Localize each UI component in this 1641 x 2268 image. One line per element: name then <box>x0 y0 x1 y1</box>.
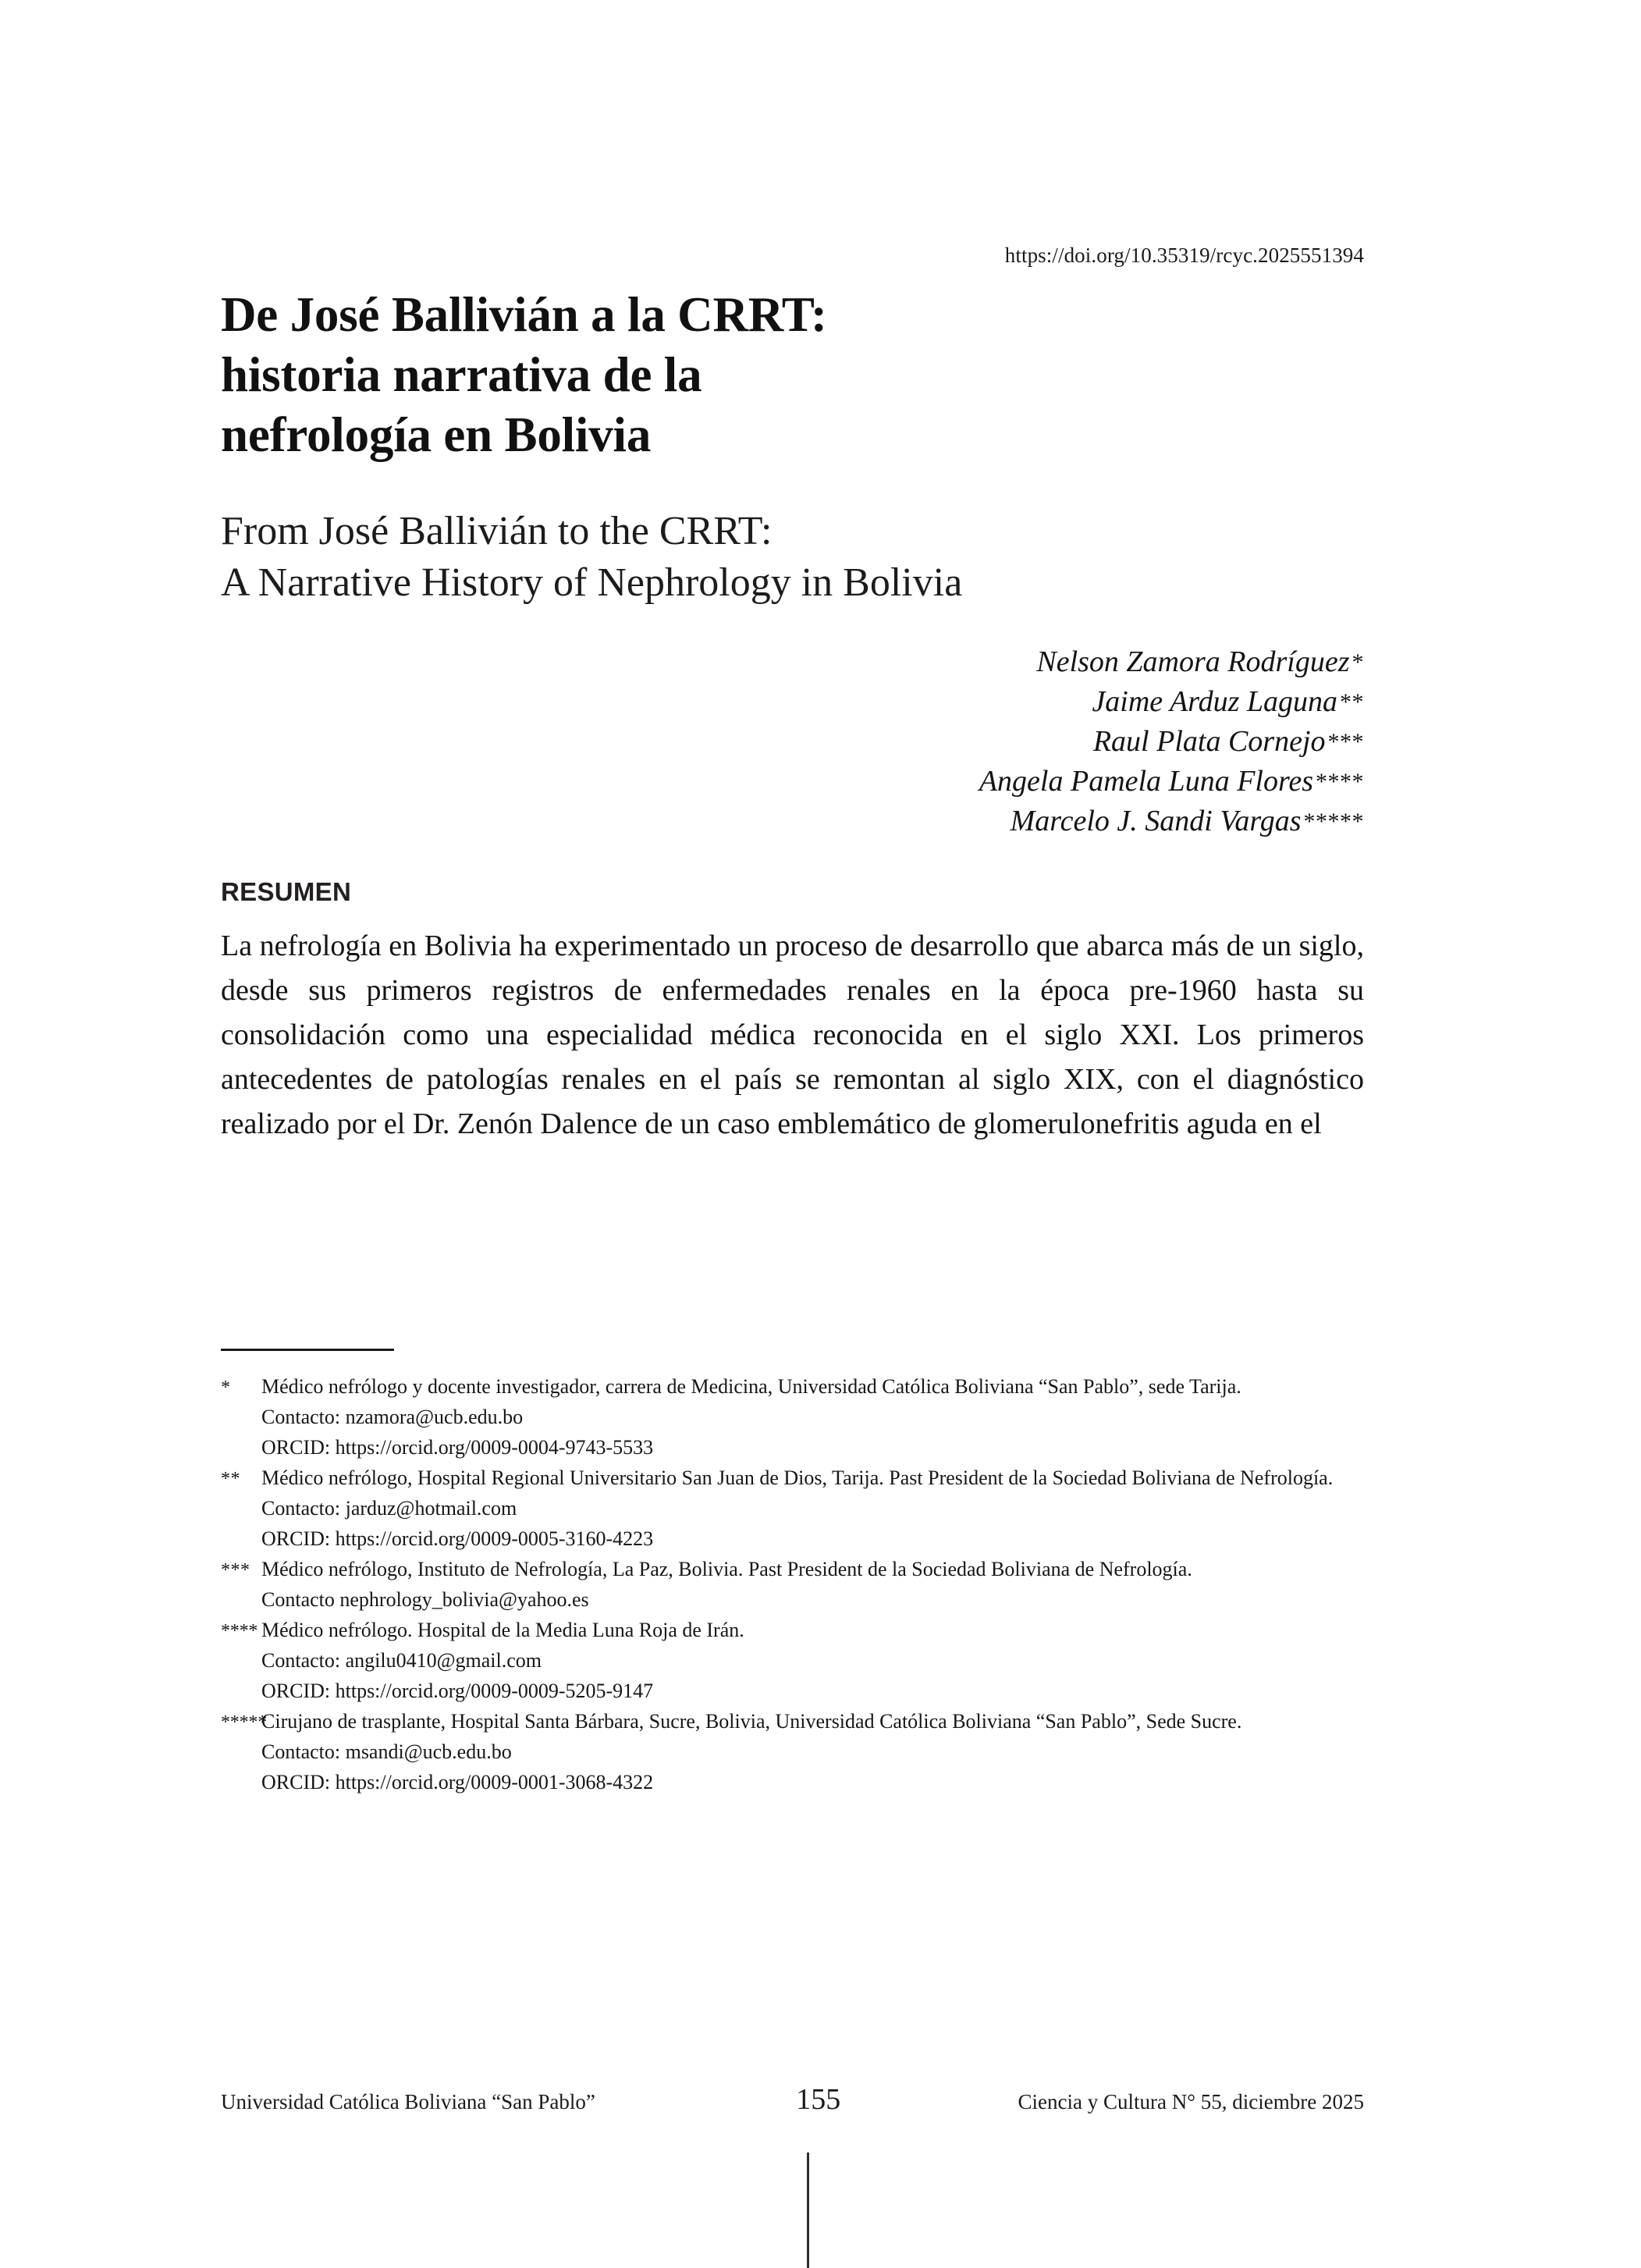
page-number: 155 <box>796 2083 841 2116</box>
footer-journal-issue: Ciencia y Cultura N° 55, diciembre 2025 <box>1018 2090 1364 2113</box>
author-affiliation-marker: * <box>1352 649 1364 676</box>
footnote-body <box>261 1706 1364 1797</box>
footer-publisher: Universidad Católica Boliviana “San Pablo” <box>221 2090 595 2113</box>
subtitle-line: A Narrative History of Nephrology in Bolivia <box>221 560 963 605</box>
subtitle-line: From José Ballivián to the CRRT: <box>221 509 773 553</box>
footnote-contact: Contacto: nzamora@ucb.edu.bo <box>261 1406 524 1428</box>
footnote-marker: ** <box>221 1469 240 1489</box>
abstract-heading: RESUMEN <box>221 877 352 907</box>
doi-link[interactable]: https://doi.org/10.35319/rcyc.2025551394 <box>1004 244 1364 267</box>
author-name: Raul Plata Cornejo <box>1092 725 1326 759</box>
footnote-affiliation: Médico nefrólogo y docente investigador, carrera de Medicina, Universidad Católica Boliviana “San Pablo”, sede Tarija. <box>261 1375 1241 1398</box>
footnote-orcid[interactable]: ORCID: https://orcid.org/0009-0005-3160-4223 <box>261 1527 654 1550</box>
author-name: Marcelo J. Sandi Vargas <box>1010 805 1302 838</box>
footnote-item <box>221 1371 1364 1463</box>
footnote-contact: Contacto: jarduz@hotmail.com <box>261 1497 517 1520</box>
footnote-affiliation: Médico nefrólogo, Instituto de Nefrología, La Paz, Bolivia. Past President de la Sociedad Boliviana de Nefrología. <box>261 1558 1192 1580</box>
footnote-body <box>261 1463 1364 1554</box>
footnote-marker: *** <box>221 1560 250 1580</box>
abstract-text: La nefrología en Bolivia ha experimentado un proceso de desarrollo que abarca más de un siglo, desde sus primeros registros de enfermedades renales en la época pre-1960 hasta su consolidación como una especialidad médica reconocida en el siglo XXI. Los primeros antecedentes de patologías renales en el país se remontan al siglo XIX, con el diagnóstico realizado por el Dr. Zenón Dalence de un caso emblemático de glomerulonefritis aguda en el <box>221 930 1364 1141</box>
footnote-item <box>221 1706 1364 1797</box>
footnote-contact: Contacto nephrology_bolivia@yahoo.es <box>261 1588 589 1611</box>
footnote-item <box>221 1554 1364 1615</box>
author-item <box>221 642 1364 682</box>
author-name: Jaime Arduz Laguna <box>1092 685 1337 719</box>
footnote-orcid[interactable]: ORCID: https://orcid.org/0009-0001-3068-4322 <box>261 1771 654 1793</box>
author-affiliation-marker: ***** <box>1303 809 1364 835</box>
article-content <box>221 0 1364 1146</box>
footnote-affiliation: Médico nefrólogo, Hospital Regional Universitario San Juan de Dios, Tarija. Past President de la Sociedad Boliviana de Nefrología. <box>261 1466 1334 1489</box>
footnote-separator-rule <box>221 1349 394 1351</box>
footnote-item <box>221 1463 1364 1554</box>
author-name: Angela Pamela Luna Flores <box>979 765 1313 798</box>
footnote-affiliation: Médico nefrólogo. Hospital de la Media Luna Roja de Irán. <box>261 1619 744 1641</box>
footnote-orcid[interactable]: ORCID: https://orcid.org/0009-0009-5205-9147 <box>261 1680 654 1702</box>
author-affiliation-marker: **** <box>1316 769 1364 795</box>
author-item <box>221 722 1364 762</box>
footnote-marker: ***** <box>221 1712 268 1733</box>
author-affiliation-marker: ** <box>1340 689 1364 716</box>
footnote-marker: **** <box>221 1621 258 1641</box>
footnote-item <box>221 1615 1364 1706</box>
title-line: nefrología en Bolivia <box>221 407 652 462</box>
page-title-english <box>221 506 1364 609</box>
footnote-orcid[interactable]: ORCID: https://orcid.org/0009-0004-9743-5533 <box>261 1436 654 1459</box>
author-item <box>221 802 1364 841</box>
page-footer <box>221 2082 1364 2117</box>
bottom-vertical-rule <box>807 2152 809 2268</box>
title-line: De José Ballivián a la CRRT: <box>221 287 827 342</box>
footnote-contact: Contacto: angilu0410@gmail.com <box>261 1649 542 1672</box>
footnote-affiliation: Cirujano de trasplante, Hospital Santa Bárbara, Sucre, Bolivia, Universidad Católica Boliviana “San Pablo”, Sede Sucre. <box>261 1710 1242 1733</box>
title-line: historia narrativa de la <box>221 347 702 402</box>
footnotes-section <box>221 1349 1364 1797</box>
page-title-spanish <box>221 285 1364 465</box>
footnote-body <box>261 1554 1364 1615</box>
author-list <box>221 642 1364 841</box>
author-item <box>221 762 1364 802</box>
footnote-body <box>261 1371 1364 1463</box>
footnote-contact: Contacto: msandi@ucb.edu.bo <box>261 1740 512 1763</box>
footnote-marker: * <box>221 1378 231 1398</box>
footnote-body <box>261 1615 1364 1706</box>
author-affiliation-marker: *** <box>1327 729 1364 755</box>
author-item <box>221 682 1364 722</box>
author-name: Nelson Zamora Rodríguez <box>1036 645 1350 679</box>
